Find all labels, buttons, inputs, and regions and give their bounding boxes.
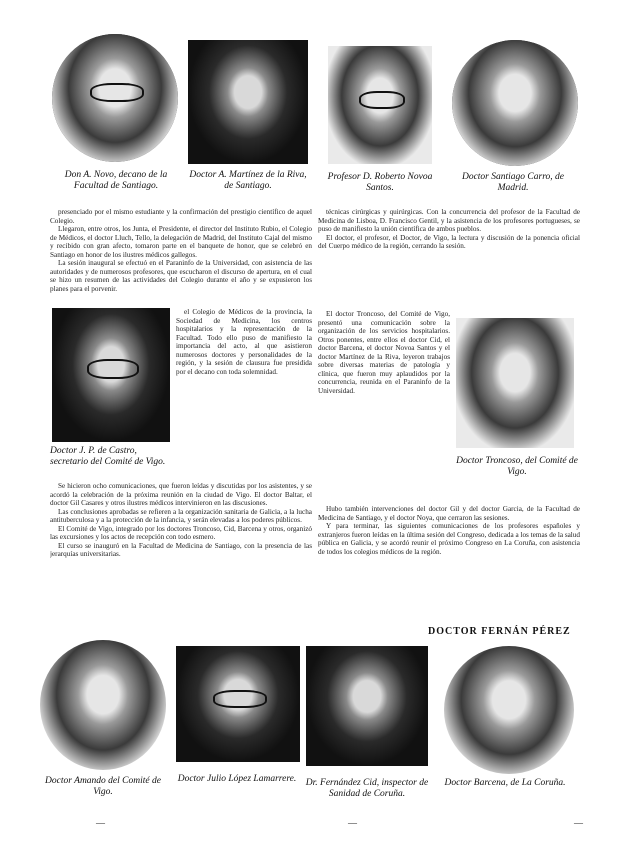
portrait-photo-fernandez-cid [306, 646, 428, 766]
page-number: — [348, 818, 357, 828]
paragraph: Llegaron, entre otros, los Junta, el Presidente, el director del Instituto Rubio, el Colegio de Médicos, el doctor Lluch, Tello, la delegación de Madrid, del Instituto Cajal del mismo y recibido con gran afecto, tomaron parte en el banquete de honor, que se celebró en Santiago en honor de los ilustres médicos gallegos. [50, 225, 312, 259]
portrait-photo-martinez [188, 40, 308, 164]
paragraph: técnicas cirúrgicas y quirúrgicas. Con la concurrencia del profesor de la Facultad de Medicina de Lisboa, D. Francisco Gentil, y la asistencia de los profesores portugueses, se puso de manifiesto la unión científica de ambos pueblos. [318, 208, 580, 234]
author-signature: DOCTOR FERNÁN PÉREZ [428, 626, 571, 637]
paragraph: Y para terminar, las siguientes comunicaciones de los profesores españoles y extranjeros fueron leídas en la última sesión del Congreso, dedicada a los temas de la salud pública en Galicia, y se acordó reunir el próximo Congreso en La Coruña, con asistencia de todos los colegios médicos de la región. [318, 522, 580, 556]
caption-lopez-lamarrere: Doctor Julio López Lamarrere. [177, 774, 297, 784]
article-text-left-bottom [50, 482, 312, 634]
portrait-photo-carro [452, 40, 578, 166]
paragraph: La sesión inaugural se efectuó en el Paraninfo de la Universidad, con asistencia de las autoridades y de numerosos profesores, que escucharon el discurso de apertura, en el cual se hizo un resumen de las actividades del Colegio durante el año y se expusieron los planes para el porvenir. [50, 259, 312, 293]
paragraph: El doctor, el profesor, el Doctor, de Vigo, la lectura y discusión de la ponencia oficial del Cuerpo médico de la región, cerrando la sesión. [318, 233, 580, 251]
page-mark-left: — [96, 818, 105, 828]
article-text-left-top [50, 208, 312, 304]
portrait-photo-lopez-lamarrere [176, 646, 300, 762]
portrait-photo-novo [52, 34, 178, 162]
caption-amando: Doctor Amando del Comité de Vigo. [45, 776, 161, 797]
caption-martinez: Doctor A. Martínez de la Riva, de Santiago. [189, 170, 307, 191]
paragraph: El Comité de Vigo, integrado por los doctores Troncoso, Cid, Barcena y otros, organizó las excursiones y los actos de recepción con todo esmero. [50, 524, 312, 542]
caption-carro: Doctor Santiago Carro, de Madrid. [461, 172, 565, 193]
portrait-photo-barcena [444, 646, 574, 774]
caption-troncoso: Doctor Troncoso, del Comité de Vigo. [456, 456, 578, 477]
caption-castro: Doctor J. P. de Castro, secretario del Comité de Vigo. [50, 446, 166, 467]
article-text-right-bottom [318, 505, 580, 623]
paragraph: el Colegio de Médicos de la provincia, la Sociedad de Medicina, los centros hospitalarios y la representación de la Facultad. Todo ello puso de manifiesto la importancia del acto, al que asistieron numerosos doctores y personalidades de la región, y la sesión de clausura fue presidida por el decano con toda solemnidad. [176, 308, 312, 376]
page-mark-right: — [574, 818, 583, 828]
portrait-photo-novoa-santos [328, 46, 432, 164]
paragraph: Hubo también intervenciones del doctor Gil y del doctor Garcia, de la Facultad de Medicina de Santiago, y el doctor Noya, que cerraron las sesiones. [318, 505, 580, 522]
portrait-photo-amando [40, 640, 166, 770]
article-text-right-mid [318, 310, 450, 502]
article-text-middle [176, 308, 312, 478]
paragraph: presenciado por el mismo estudiante y la confirmación del prestigio científico de aquel Colegio. [50, 208, 312, 225]
paragraph: El doctor Troncoso, del Comité de Vigo, presentó una comunicación sobre la organización de los servicios hospitalarios. Otros ponentes, entre ellos el doctor Cid, el doctor Barcena, el doctor Novoa Santos y el doctor Martínez de la Riva, leyeron trabajos sobre diversas materias de patología y clínica, que fueron muy aplaudidos por la concurrencia, reunida en el Paraninfo de la Universidad. [318, 310, 450, 395]
paragraph: El curso se inauguró en la Facultad de Medicina de Santiago, con la presencia de las jerarquías universitarias. [50, 541, 312, 559]
caption-barcena: Doctor Barcena, de La Coruña. [444, 778, 566, 788]
portrait-photo-troncoso [456, 318, 574, 448]
article-text-right-top [318, 208, 580, 308]
caption-fernandez-cid: Dr. Fernández Cid, inspector de Sanidad de Coruña. [305, 778, 429, 799]
paragraph: Las conclusiones aprobadas se refieren a la organización sanitaria de Galicia, a la lucha antituberculosa y a la protección de la infancia, y serán elevadas a los poderes públicos. [50, 507, 312, 525]
caption-novo: Don A. Novo, decano de la Facultad de Santiago. [64, 170, 168, 191]
paragraph: Se hicieron ocho comunicaciones, que fueron leídas y discutidas por los asistentes, y se acordó la celebración de la próxima reunión en la ciudad de Vigo. El doctor Baltar, el doctor Gil Casares y otros ilustres médicos intervinieron en las discusiones. [50, 482, 312, 508]
caption-novoa-santos: Profesor D. Roberto Novoa Santos. [327, 172, 433, 193]
portrait-photo-castro [52, 308, 170, 442]
